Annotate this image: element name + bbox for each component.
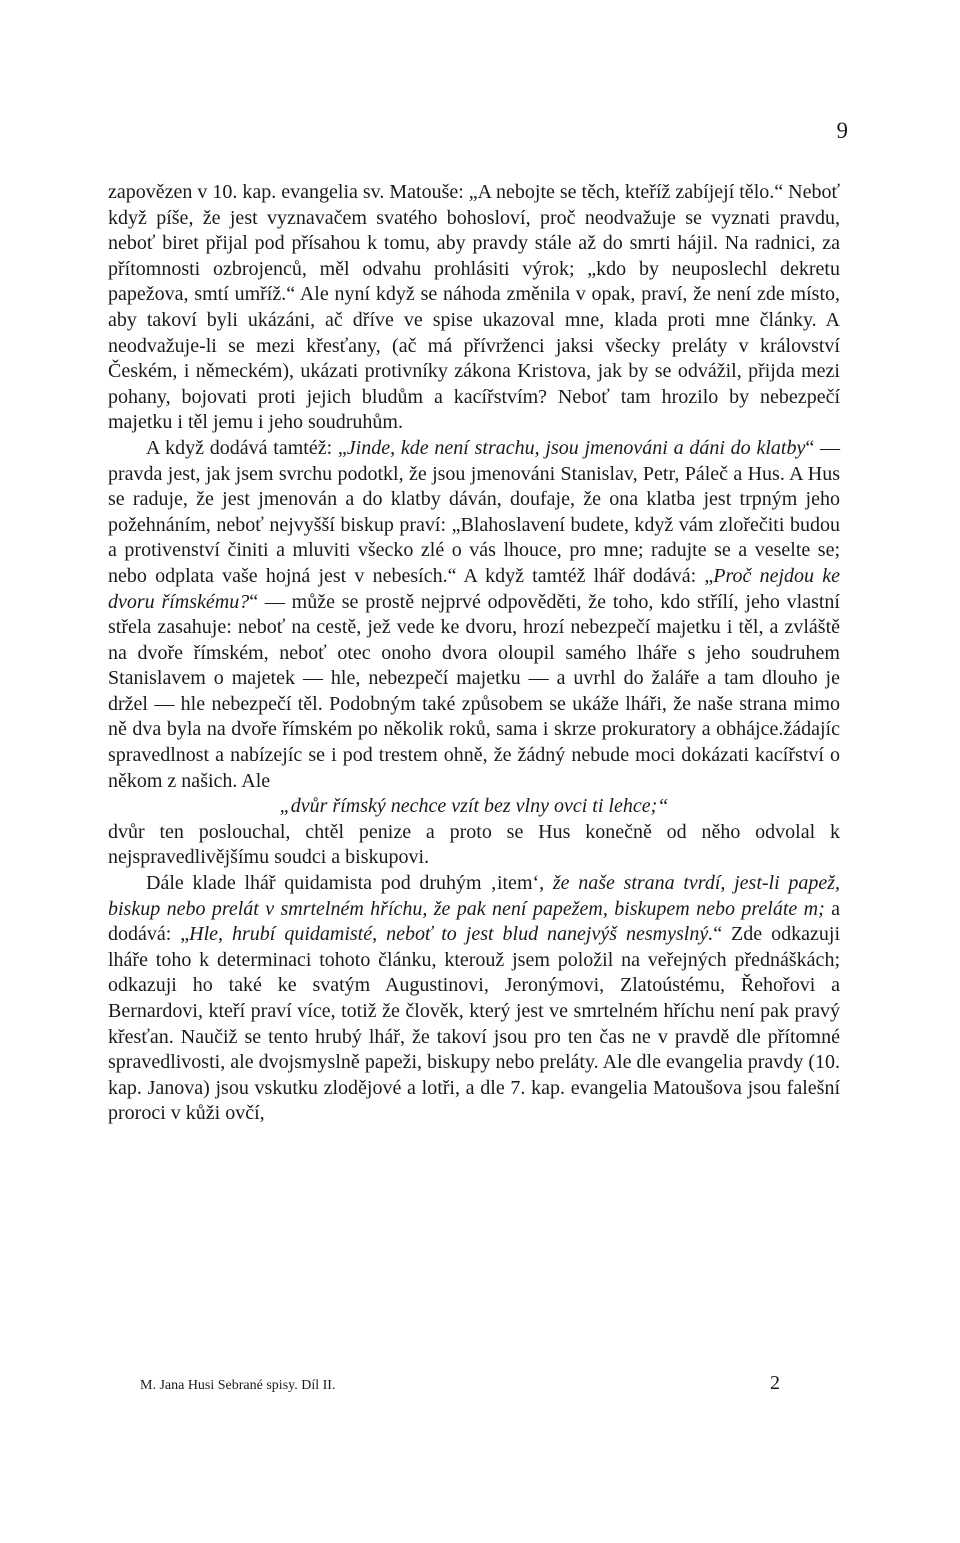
footer [140,1372,780,1395]
paragraph [108,820,840,871]
paragraph [108,180,840,436]
italic-text-run: že naše strana tvrdí, jest-li papež, biskup nebo prelát v smrtelném hříchu, že pak není papežem, biskupem nebo preláte m; [108,872,840,920]
page-number: 9 [836,118,848,143]
italic-text-run: Hle, hrubí quidamisté, neboť to jest blud nanejvýš nesmyslný. [189,923,714,946]
italic-text-run: Proč nejdou ke dvoru římskému? [108,564,840,613]
text-run: “ Zde odkazuji lháře toho k determinaci tohoto článku, kterouž jsem položil na veřejných přednáškách; odkazuji ho také ke svatým Augustinovi, Jeronýmovi, Zlatoústému, Řehořovi a Bernardovi, kteří praví více, totiž že člověk, který jest ve smrtelném hříchu není pak pravý křesťan. Naučiž se tento hrubý lhář, že takoví jsou pro ten čas ne v pravdě dle přítomné spravedlivosti, ale dvojsmyslně papeži, biskupy nebo preláty. Ale dle evangelia pravdy (10. kap. Janova) jsou vskutku zlodějové a lotři, a dle 7. kap. evangelia Matoušova jsou falešní proroci v kůži ovčí, [108,923,840,1125]
body-text [108,180,840,1127]
text-run: zapovězen v 10. kap. evangelia sv. Matouše: „A nebojte se těch, kteříž zabíjejí tělo.“ Neboť když píše, že jest vyznavačem svatého bohosloví, proč neodvažuje se vyznati pravdu, neboť biret přijal pod přísahou k tomu, aby pravdy stále až do smrti hájil. Na radnici, za přítomnosti ozbrojenců, měl odvahu prohlásiti výrok; „kdo by neuposlechl dekretu papežova, smtí umříž.“ Ale nyní když se náhoda změnila v opak, praví, že není zde místo, aby takoví byli ukázáni, ač dříve ve spise ukazoval mne, klada proti mne články. A neodvažuje-li se mezi křesťany, (ač má přívrženci jaksi všecky preláty v království Českém, i německém), ukázati protivníky zákona Kristova, jak by se odvážil, přijda mezi pohany, bojovati proti jejich bludům a kacířstvím? Neboť tam hrozilo by nebezpečí majetku i těl jemu i jeho soudruhům. [108,181,840,434]
verse-quote: „dvůr římský nechce vzít bez vlny ovci ti lehce;“ [279,795,669,818]
text-run: dvůr ten poslouchal, chtěl penize a proto se Hus konečně od něho odvolal k nejspravedlivějšímu soudci a biskupovi. [108,820,840,869]
paragraph [108,436,840,794]
text-run: Dále klade lhář quidamista pod druhým ‚item‘, [146,872,553,895]
text-run: “ — pravda jest, jak jsem svrchu podotkl, že jsou jmenováni Stanislav, Petr, Páleč a Hus. A Hus se raduje, že jest jmenován a do klatby dáván, doufaje, že ona klatba jest trpným jeho požehnáním, neboť nejvyšší biskup praví: „Blahoslavení budete, když vám zlořečiti budou a protivenství činiti a mluviti všecko zlé o vás lhouce, pro mne; radujte se a veselte se; nebo odplata vaše hojná jest v nebesích.“ A když tamtéž lhář dodává: „ [108,436,840,587]
italic-text-run: Jinde, kde není strachu, jsou jmenováni a dáni do klatby [346,436,806,459]
signature-mark: 2 [770,1372,780,1394]
text-run: “ — může se prostě nejprvé odpověděti, že toho, kdo střílí, jeho vlastní střela zasahuje: neboť na cestě, jež vede ke dvoru, hrozí nebezpečí majetku i těl, a zvláště na dvoře římském, neboť otec onoho dvora oloupil samého lháře s jeho soudruhem Stanislavem o majetek — hle, nebezpečí majetku — a uvrhl do žaláře a tam dlouho je držel — hle nebezpečí těl. Podobným také způsobem se ukáže lháři, že naše strana mimo ně dva byla na dvoře římském po několik roků, sama i skrze prokuratory a obhájce.žádajíc spravedlnost a nabízejíc se i pod trestem ohně, že žádný nebude moci dokázati kacířství o někom z našich. Ale [108,590,840,792]
text-run: a dodává: „ [108,897,840,946]
paragraph [108,871,840,1127]
footer-title: M. Jana Husi Sebrané spisy. Díl II. [140,1378,336,1393]
text-run: A když dodává tamtéž: „ [146,436,347,459]
